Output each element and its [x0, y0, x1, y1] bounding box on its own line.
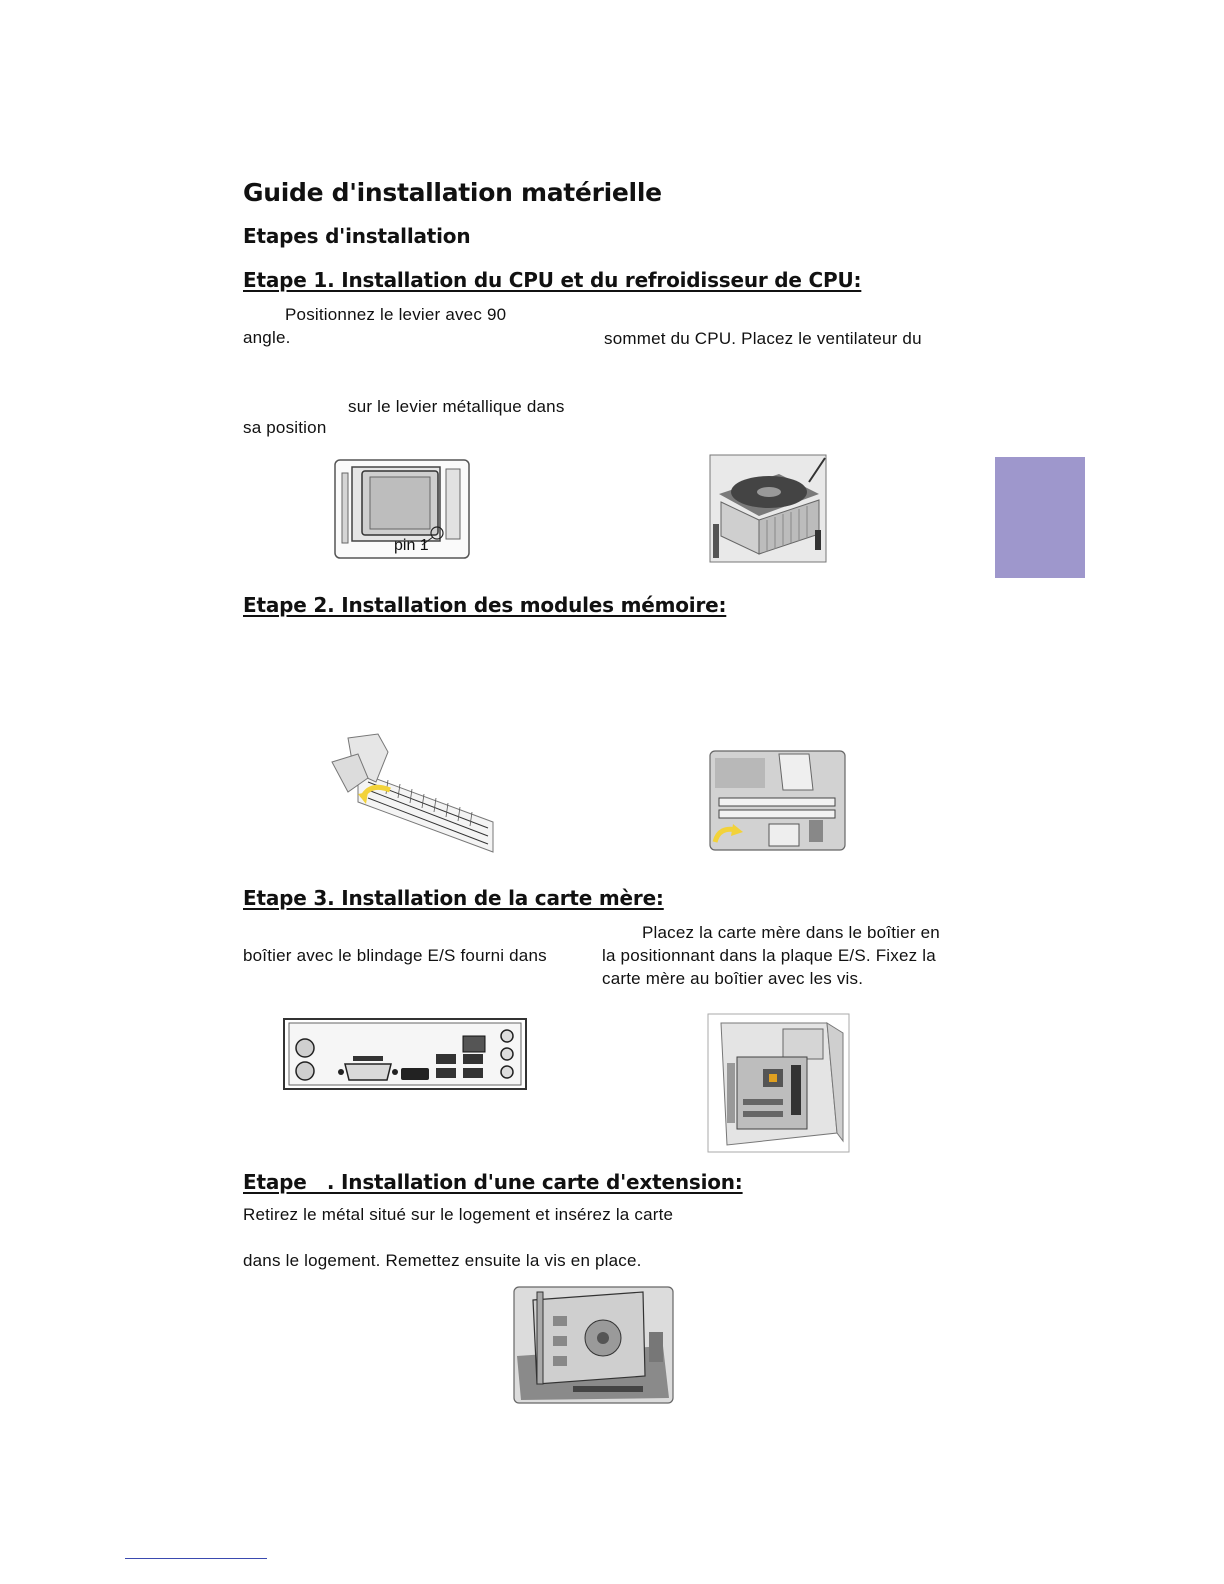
- case-motherboard-figure: [707, 1013, 850, 1153]
- step3-heading: Etape 3. Installation de la carte mère:: [243, 886, 664, 910]
- step4-text-1: Retirez le métal situé sur le logement et insérez la carte: [243, 1205, 674, 1224]
- step3-text-left-1: boîtier avec le blindage E/S fourni dans: [243, 946, 547, 965]
- cpu-cooler-figure: [709, 454, 827, 563]
- footer-line: [125, 1558, 267, 1559]
- side-tab: [995, 457, 1085, 578]
- step1-text-5: sa position: [243, 418, 327, 437]
- step1-text-4: sur le levier métallique dans: [348, 397, 565, 416]
- pin1-label: pin 1: [394, 537, 429, 554]
- expansion-card-figure: [513, 1286, 674, 1404]
- step3-text-right-1: Placez la carte mère dans le boîtier en: [642, 923, 940, 942]
- step1-text-1: Positionnez le levier avec 90: [285, 305, 507, 324]
- page-subtitle: Etapes d'installation: [243, 224, 471, 248]
- memory-slot-figure: [328, 732, 496, 854]
- step1-text-3: sommet du CPU. Placez le ventilateur du: [604, 329, 922, 348]
- step4-text-2: dans le logement. Remettez ensuite la vis en place.: [243, 1251, 642, 1270]
- memory-insert-figure: [709, 750, 846, 851]
- step4-heading: Etape . Installation d'une carte d'extension:: [243, 1170, 743, 1194]
- step3-text-right-2: la positionnant dans la plaque E/S. Fixez la: [602, 946, 936, 965]
- page-title: Guide d'installation matérielle: [243, 178, 662, 207]
- step3-text-right-3: carte mère au boîtier avec les vis.: [602, 969, 864, 988]
- io-shield-figure: [283, 1018, 528, 1091]
- step1-text-2: angle.: [243, 328, 291, 347]
- step2-heading: Etape 2. Installation des modules mémoire:: [243, 593, 727, 617]
- step1-heading: Etape 1. Installation du CPU et du refroidisseur de CPU:: [243, 268, 862, 292]
- cpu-socket-figure: [334, 459, 471, 560]
